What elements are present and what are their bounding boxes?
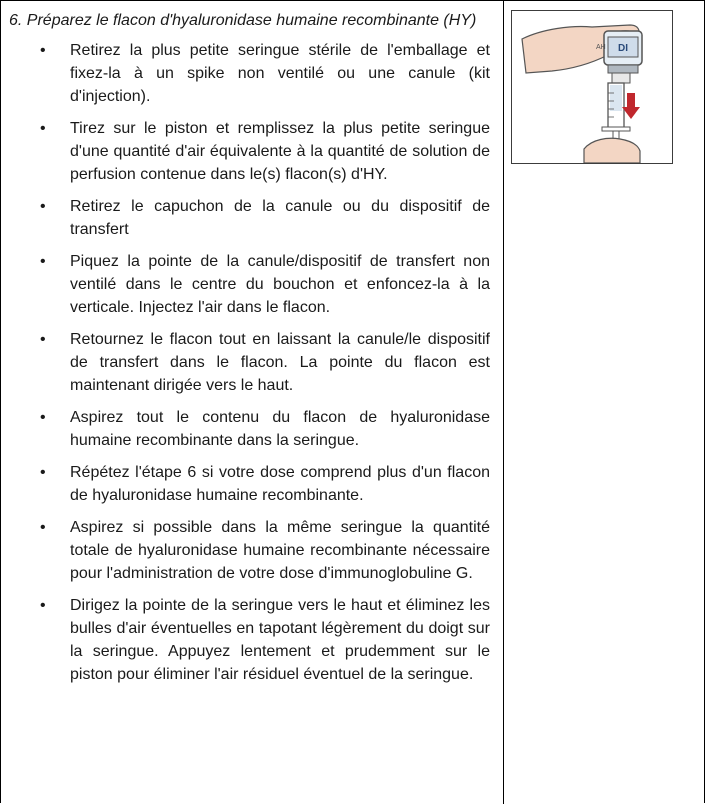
- list-item-text: Retirez la plus petite seringue stérile de l'emballage et fixez-la à un spike non ventilé ou une canule (kit d'injection).: [70, 42, 490, 105]
- bullet: •: [40, 464, 46, 481]
- lower-hand: [584, 138, 640, 163]
- vial-label-text: DI: [618, 43, 628, 54]
- list-item: [9, 39, 490, 108]
- list-item-text: Dirigez la pointe de la seringue vers le haut et éliminez les bulles d'air éventuelles en tapotant légèrement du doigt sur la seringue. Appuyez lentement et prudemment sur le piston pour éliminer l'air résiduel éventuel de la seringue.: [70, 597, 490, 683]
- down-arrow-icon: [622, 107, 640, 119]
- bullet: •: [40, 120, 46, 137]
- list-item-text: Retournez le flacon tout en laissant la canule/le dispositif de transfert dans le flacon. La pointe du flacon est maintenant dirigée vers le haut.: [70, 331, 490, 394]
- syringe-vial-illustration: [512, 11, 672, 163]
- instruction-text-cell: [9, 9, 497, 695]
- list-item: [9, 406, 490, 452]
- list-item: [9, 117, 490, 186]
- list-item: [9, 195, 490, 241]
- list-item-text: Retirez le capuchon de la canule ou du dispositif de transfert: [70, 198, 490, 238]
- list-item-text: Tirez sur le piston et remplissez la plus petite seringue d'une quantité d'air équivalente à la quantité de solution de perfusion contenue dans le(s) flacon(s) d'HY.: [70, 120, 490, 183]
- vial-side-text: AH: [596, 44, 606, 51]
- column-divider: [503, 1, 504, 804]
- list-item: [9, 461, 490, 507]
- illustration-frame: [511, 10, 673, 164]
- vial-cap: [608, 65, 638, 73]
- transfer-device: [612, 73, 630, 83]
- syringe-flange: [602, 127, 630, 131]
- bullet: •: [40, 409, 46, 426]
- step-title: 6. Préparez le flacon d'hyaluronidase humaine recombinante (HY): [9, 12, 477, 29]
- bullet: •: [40, 519, 46, 536]
- list-item: [9, 328, 490, 397]
- list-item: [9, 516, 490, 585]
- bullet: •: [40, 198, 46, 215]
- list-item-text: Piquez la pointe de la canule/dispositif de transfert non ventilé dans le centre du bouchon et enfoncez-la à la verticale. Injectez l'air dans le flacon.: [70, 253, 490, 316]
- list-item-text: Aspirez si possible dans la même seringue la quantité totale de hyaluronidase humaine recombinante nécessaire pour l'administration de votre dose d'immunoglobuline G.: [70, 519, 490, 582]
- list-item: [9, 250, 490, 319]
- bullet: •: [40, 331, 46, 348]
- list-item-text: Aspirez tout le contenu du flacon de hyaluronidase humaine recombinante dans la seringue.: [70, 409, 490, 449]
- arrow-shaft: [627, 93, 635, 107]
- step-list: [9, 39, 497, 686]
- bullet: •: [40, 42, 46, 59]
- bullet: •: [40, 597, 46, 614]
- syringe-liquid: [610, 85, 622, 111]
- bullet: •: [40, 253, 46, 270]
- list-item: [9, 594, 490, 686]
- list-item-text: Répétez l'étape 6 si votre dose comprend plus d'un flacon de hyaluronidase humaine recombinante.: [70, 464, 490, 504]
